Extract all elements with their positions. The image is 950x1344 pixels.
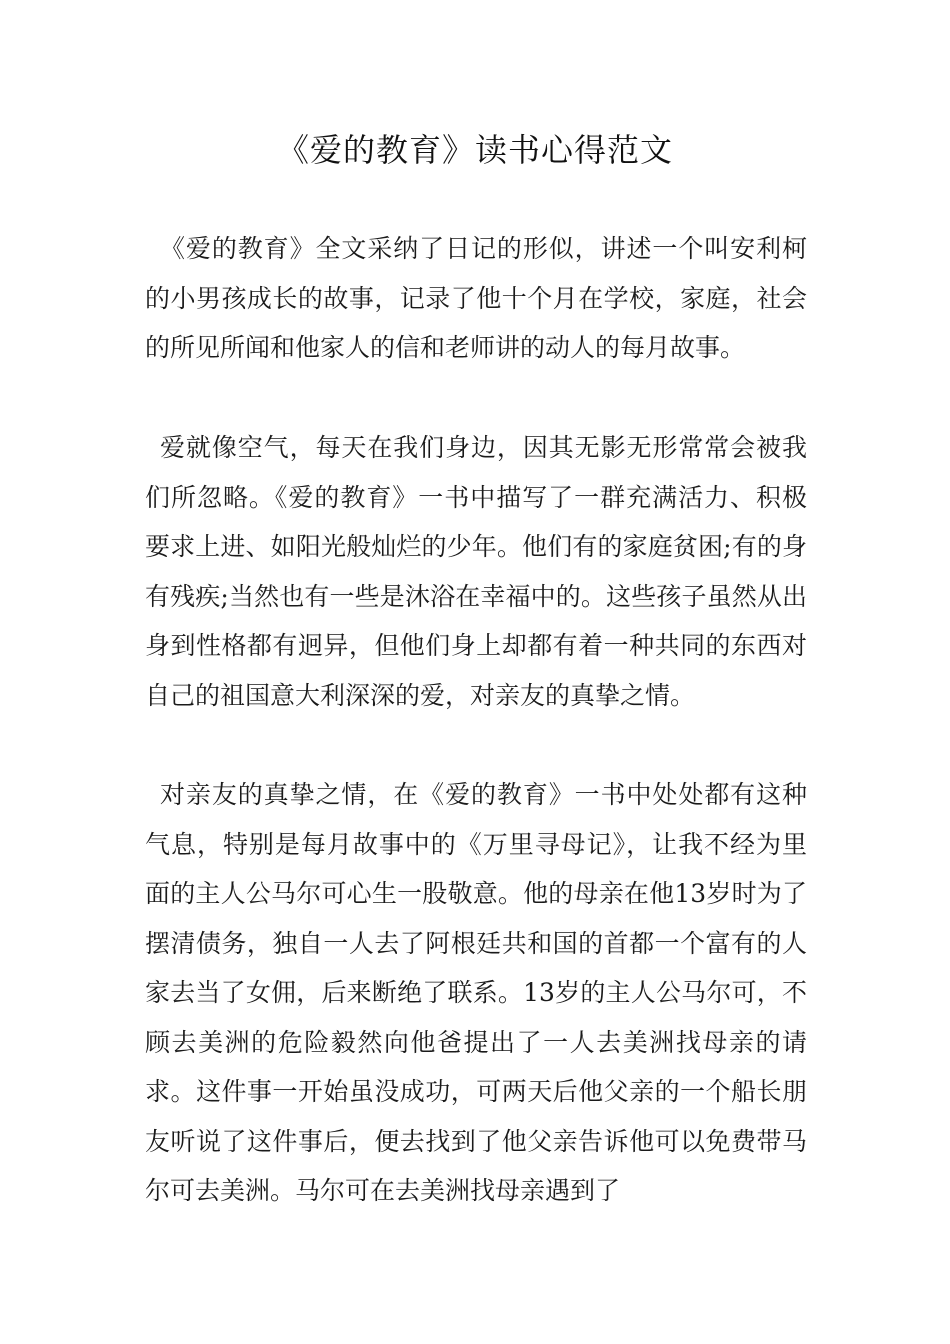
paragraph-text: 《爱的教育》全文采纳了日记的形似，讲述一个叫安利柯的小男孩成长的故事，记录了他十个月在学校，家庭，社会的所见所闻和他家人的信和老师讲的动人的每月故事。: [145, 234, 807, 362]
paragraph-3: [145, 770, 807, 1216]
paragraph-text: 爱就像空气，每天在我们身边，因其无影无形常常会被我们所忽略。《爱的教育》一书中描写了一群充满活力、积极要求上进、如阳光般灿烂的少年。他们有的家庭贫困;有的身有残疾;当然也有一些是沐浴在幸福中的。这些孩子虽然从出身到性格都有迥异，但他们身上却都有着一种共同的东西对自己的祖国意大利深深的爱，对亲友的真挚之情。: [145, 433, 807, 710]
paragraph-2: [145, 423, 807, 720]
paragraph-1: [145, 224, 807, 373]
document-title: 《爱的教育》读书心得范文: [276, 131, 673, 169]
paragraph-text: 对亲友的真挚之情，在《爱的教育》一书中处处都有这种气息，特别是每月故事中的《万里寻母记》，让我不经为里面的主人公马尔可心生一股敬意。他的母亲在他13岁时为了摆清债务，独自一人去了阿根廷共和国的首都一个富有的人家去当了女佣，后来断绝了联系。13岁的主人公马尔可，不顾去美洲的危险毅然向他爸提出了一人去美洲找母亲的请求。这件事一开始虽没成功，可两天后他父亲的一个船长朋友听说了这件事后，便去找到了他父亲告诉他可以免费带马尔可去美洲。马尔可在去美洲找母亲遇到了: [145, 780, 807, 1205]
